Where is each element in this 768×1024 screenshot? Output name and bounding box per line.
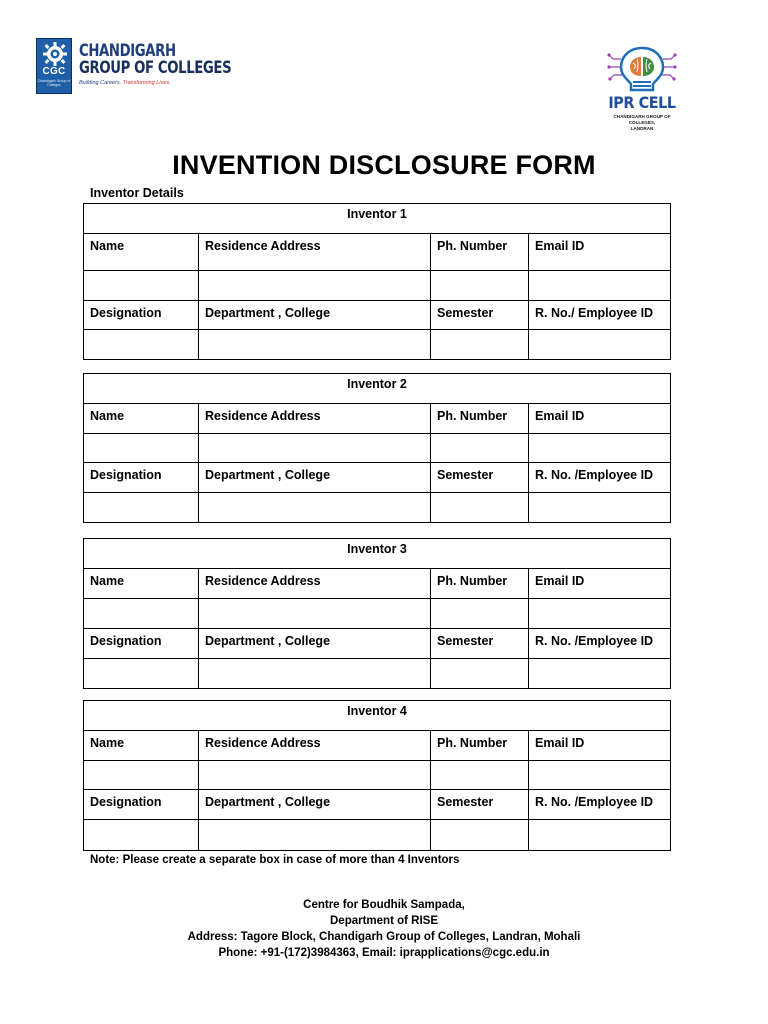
residence-address-field[interactable] — [199, 271, 431, 301]
semester-field[interactable] — [431, 659, 529, 689]
designation-field[interactable] — [84, 493, 199, 523]
roll-number-employee-id-label: R. No. /Employee ID — [529, 629, 671, 659]
phone-number-field[interactable] — [431, 761, 529, 790]
phone-number-label: Ph. Number — [431, 731, 529, 761]
semester-label: Semester — [431, 463, 529, 493]
name-field[interactable] — [84, 599, 199, 629]
designation-field[interactable] — [84, 330, 199, 360]
cgc-logo-line2: GROUP OF COLLEGES — [79, 58, 232, 78]
residence-address-label: Residence Address — [199, 234, 431, 271]
email-id-field[interactable] — [529, 434, 671, 463]
inventor-heading: Inventor 4 — [84, 701, 671, 731]
email-id-label: Email ID — [529, 404, 671, 434]
roll-number-employee-id-field[interactable] — [529, 330, 671, 360]
phone-number-field[interactable] — [431, 271, 529, 301]
name-label: Name — [84, 731, 199, 761]
roll-number-employee-id-label: R. No. /Employee ID — [529, 463, 671, 493]
residence-address-field[interactable] — [199, 761, 431, 790]
phone-number-field[interactable] — [431, 434, 529, 463]
footer-phone-email: Phone: +91-(172)3984363, Email: iprapplications@cgc.edu.in — [218, 947, 550, 959]
cgc-tagline-part2: Transforming Lives. — [122, 80, 171, 86]
inventor-table — [83, 700, 671, 851]
designation-label: Designation — [84, 463, 199, 493]
designation-label: Designation — [84, 301, 199, 330]
inventor-table — [83, 538, 671, 689]
inventor-heading: Inventor 1 — [84, 204, 671, 234]
cgc-tagline-part1: Building Careers. — [79, 80, 122, 86]
footer-contact — [0, 897, 768, 961]
name-field[interactable] — [84, 761, 199, 790]
semester-field[interactable] — [431, 820, 529, 851]
department-college-label: Department , College — [199, 629, 431, 659]
name-label: Name — [84, 569, 199, 599]
inventor-table — [83, 203, 671, 360]
cgc-tagline — [79, 80, 171, 86]
semester-field[interactable] — [431, 330, 529, 360]
residence-address-label: Residence Address — [199, 404, 431, 434]
semester-label: Semester — [431, 301, 529, 330]
semester-label: Semester — [431, 790, 529, 820]
cgc-logo-line1: CHANDIGARH — [79, 41, 176, 61]
department-college-label: Department , College — [199, 790, 431, 820]
ipr-cell-subtitle-line2: LANDRAN — [630, 126, 654, 131]
department-college-field[interactable] — [199, 659, 431, 689]
inventor-table — [83, 373, 671, 523]
cgc-emblem-subtext: Chandigarh Group of Colleges — [37, 79, 71, 87]
roll-number-employee-id-label: R. No./ Employee ID — [529, 301, 671, 330]
designation-label: Designation — [84, 790, 199, 820]
note-text: Note: Please create a separate box in case of more than 4 Inventors — [90, 854, 460, 866]
residence-address-label: Residence Address — [199, 569, 431, 599]
phone-number-label: Ph. Number — [431, 569, 529, 599]
name-label: Name — [84, 404, 199, 434]
residence-address-label: Residence Address — [199, 731, 431, 761]
email-id-field[interactable] — [529, 599, 671, 629]
roll-number-employee-id-field[interactable] — [529, 820, 671, 851]
phone-number-field[interactable] — [431, 599, 529, 629]
department-college-label: Department , College — [199, 301, 431, 330]
footer-centre: Centre for Boudhik Sampada, — [303, 899, 465, 911]
inventor-heading: Inventor 3 — [84, 539, 671, 569]
roll-number-employee-id-label: R. No. /Employee ID — [529, 790, 671, 820]
cgc-logo — [36, 38, 232, 94]
ipr-cell-subtitle — [604, 114, 680, 132]
roll-number-employee-id-field[interactable] — [529, 493, 671, 523]
semester-field[interactable] — [431, 493, 529, 523]
email-id-label: Email ID — [529, 731, 671, 761]
semester-label: Semester — [431, 629, 529, 659]
department-college-field[interactable] — [199, 820, 431, 851]
phone-number-label: Ph. Number — [431, 404, 529, 434]
residence-address-field[interactable] — [199, 599, 431, 629]
section-label: Inventor Details — [90, 186, 184, 200]
gear-icon — [40, 41, 70, 67]
email-id-field[interactable] — [529, 761, 671, 790]
ipr-cell-title: IPR CELL — [608, 93, 676, 112]
cgc-emblem — [36, 38, 72, 94]
ipr-cell-subtitle-line1: CHANDIGARH GROUP OF COLLEGES, — [613, 114, 671, 125]
ipr-cell-logo — [604, 45, 680, 143]
email-id-label: Email ID — [529, 569, 671, 599]
footer-department: Department of RISE — [330, 915, 438, 927]
phone-number-label: Ph. Number — [431, 234, 529, 271]
name-field[interactable] — [84, 271, 199, 301]
designation-field[interactable] — [84, 659, 199, 689]
lightbulb-brain-icon — [604, 45, 680, 95]
name-label: Name — [84, 234, 199, 271]
designation-field[interactable] — [84, 820, 199, 851]
form-title: INVENTION DISCLOSURE FORM — [172, 150, 596, 180]
email-id-label: Email ID — [529, 234, 671, 271]
email-id-field[interactable] — [529, 271, 671, 301]
residence-address-field[interactable] — [199, 434, 431, 463]
designation-label: Designation — [84, 629, 199, 659]
cgc-emblem-text: CGC — [42, 66, 66, 77]
inventor-heading: Inventor 2 — [84, 374, 671, 404]
department-college-field[interactable] — [199, 330, 431, 360]
department-college-label: Department , College — [199, 463, 431, 493]
name-field[interactable] — [84, 434, 199, 463]
roll-number-employee-id-field[interactable] — [529, 659, 671, 689]
department-college-field[interactable] — [199, 493, 431, 523]
footer-address: Address: Tagore Block, Chandigarh Group of Colleges, Landran, Mohali — [187, 931, 581, 943]
